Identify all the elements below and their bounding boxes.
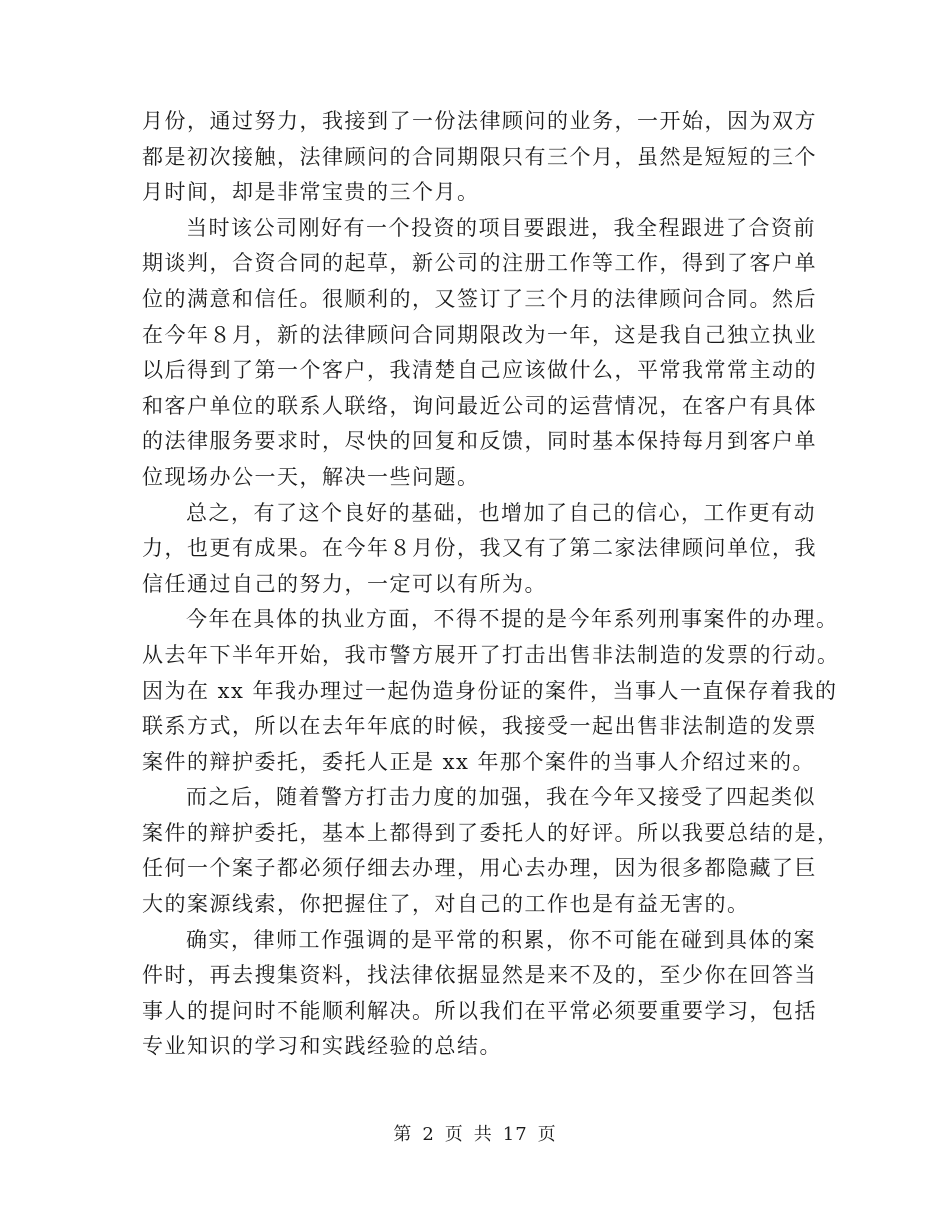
text-line: 确实，律师工作强调的是平常的积累，你不可能在碰到具体的案 xyxy=(186,927,816,952)
page-label-mid: 页 xyxy=(444,1124,464,1145)
total-label-prefix: 共 xyxy=(473,1124,493,1145)
text-line: 当时该公司刚好有一个投资的项目要跟进，我全程跟进了合资前 xyxy=(186,215,816,240)
text-line: 月时间，却是非常宝贵的三个月。 xyxy=(142,180,480,205)
text-line: 而之后，随着警方打击力度的加强，我在今年又接受了四起类似 xyxy=(186,785,816,810)
text-line: 从去年下半年开始，我市警方展开了打击出售非法制造的发票的行动。 xyxy=(142,642,840,667)
page-footer xyxy=(0,1120,950,1146)
current-page-number: 2 xyxy=(422,1124,435,1145)
text-line: 信任通过自己的努力，一定可以有所为。 xyxy=(142,571,547,596)
text-line: 都是初次接触，法律顾问的合同期限只有三个月，虽然是短短的三个 xyxy=(142,144,817,169)
text-line: 大的案源线索，你把握住了，对自己的工作也是有益无害的。 xyxy=(142,892,750,917)
page-label-prefix: 第 xyxy=(393,1124,413,1145)
text-line: 专业知识的学习和实践经验的总结。 xyxy=(142,1034,502,1059)
body-text xyxy=(142,104,840,1065)
text-line: 在今年８月，新的法律顾问合同期限改为一年，这是我自己独立执业 xyxy=(142,322,817,347)
text-line: 和客户单位的联系人联络，询问最近公司的运营情况，在客户有具体 xyxy=(142,393,817,418)
text-line: 因为在 xx 年我办理过一起伪造身份证的案件，当事人一直保存着我的 xyxy=(142,678,838,703)
text-line: 任何一个案子都必须仔细去办理，用心去办理，因为很多都隐藏了巨 xyxy=(142,856,817,881)
text-line: 总之，有了这个良好的基础，也增加了自己的信心，工作更有动 xyxy=(186,500,816,525)
text-line: 期谈判，合资合同的起草，新公司的注册工作等工作，得到了客户单 xyxy=(142,251,817,276)
text-line: 案件的辩护委托，委托人正是 xx 年那个案件的当事人介绍过来的。 xyxy=(142,749,816,774)
text-line: 位现场办公一天，解决一些问题。 xyxy=(142,464,480,489)
text-line: 位的满意和信任。很顺利的，又签订了三个月的法律顾问合同。然后 xyxy=(142,286,817,311)
text-line: 联系方式，所以在去年年底的时候，我接受一起出售非法制造的发票 xyxy=(142,714,817,739)
text-line: 力，也更有成果。在今年８月份，我又有了第二家法律顾问单位，我 xyxy=(142,536,817,561)
page-label-suffix: 页 xyxy=(537,1124,557,1145)
text-line: 案件的辩护委托，基本上都得到了委托人的好评。所以我要总结的是， xyxy=(142,820,840,845)
text-line: 月份，通过努力，我接到了一份法律顾问的业务，一开始，因为双方 xyxy=(142,109,817,133)
text-line: 事人的提问时不能顺利解决。所以我们在平常必须要重要学习，包括 xyxy=(142,998,817,1023)
text-line: 件时，再去搜集资料，找法律依据显然是来不及的，至少你在回答当 xyxy=(142,963,817,988)
text-line: 今年在具体的执业方面，不得不提的是今年系列刑事案件的办理。 xyxy=(186,607,839,632)
total-pages-number: 17 xyxy=(502,1124,528,1145)
text-line: 以后得到了第一个客户，我清楚自己应该做什么，平常我常常主动的 xyxy=(142,358,817,383)
text-line: 的法律服务要求时，尽快的回复和反馈，同时基本保持每月到客户单 xyxy=(142,429,817,454)
